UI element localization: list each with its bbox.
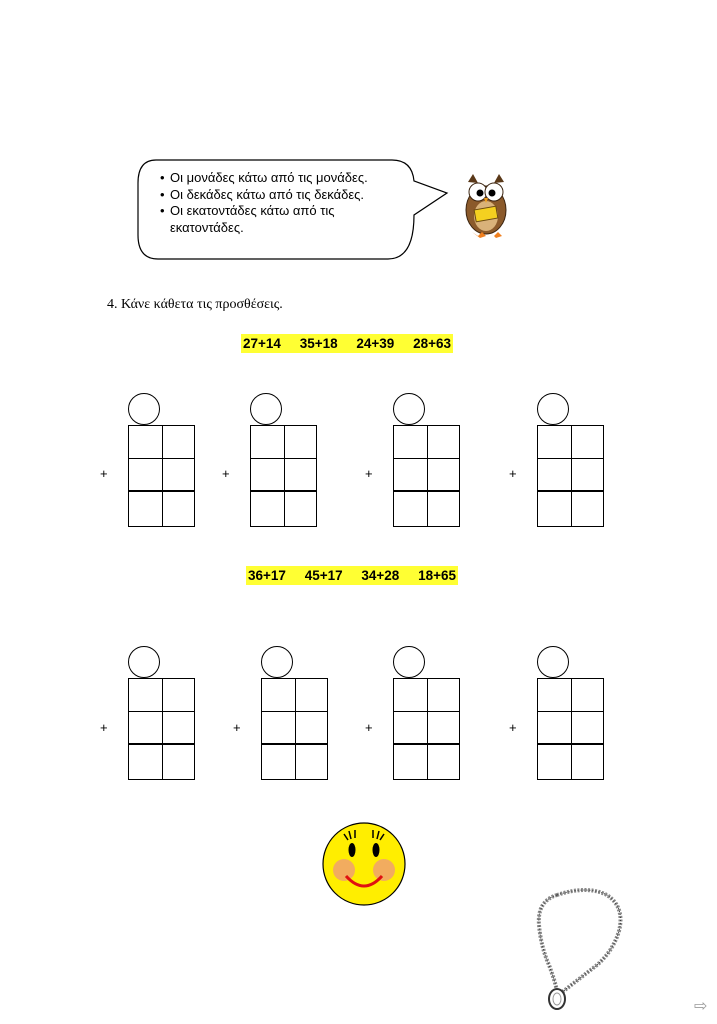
plus-sign: + — [100, 720, 108, 735]
sum-label: 24+39 — [356, 336, 395, 351]
sums-row-1 — [241, 334, 453, 353]
owl-icon — [458, 170, 514, 240]
smiley-icon — [318, 812, 410, 908]
plus-sign: + — [222, 466, 230, 481]
plus-sign: + — [509, 466, 517, 481]
sum-label: 27+14 — [243, 336, 281, 351]
addition-grid — [250, 425, 317, 527]
carry-circle — [393, 646, 425, 678]
necklace-icon — [527, 885, 631, 1015]
plus-sign: + — [100, 466, 108, 481]
sum-label: 35+18 — [299, 336, 338, 351]
exercise-title: 4. Κάνε κάθετα τις προσθέσεις. — [107, 297, 283, 312]
plus-sign: + — [233, 720, 241, 735]
sums-row-2 — [246, 566, 458, 585]
sum-label: 34+28 — [361, 568, 400, 583]
sum-label: 18+65 — [418, 568, 456, 583]
carry-circle — [537, 646, 569, 678]
sum-label: 45+17 — [304, 568, 343, 583]
hint-item: • Οι δεκάδες κάτω από τις δεκάδες. — [160, 187, 430, 204]
next-arrow-icon[interactable]: ⇨ — [694, 998, 708, 1015]
hint-item: • Οι εκατοντάδες κάτω από τις — [160, 203, 430, 220]
addition-grid — [128, 425, 195, 527]
carry-circle — [261, 646, 293, 678]
addition-grid — [537, 425, 604, 527]
plus-sign: + — [509, 720, 517, 735]
addition-grid — [128, 678, 195, 780]
addition-grid — [393, 425, 460, 527]
sum-label: 28+63 — [413, 336, 451, 351]
carry-circle — [250, 393, 282, 425]
carry-circle — [393, 393, 425, 425]
carry-circle — [128, 646, 160, 678]
plus-sign: + — [365, 720, 373, 735]
addition-grid — [261, 678, 328, 780]
hint-item-continuation: εκατοντάδες. — [170, 219, 244, 235]
addition-grid — [393, 678, 460, 780]
hint-text — [160, 170, 430, 236]
sum-label: 36+17 — [248, 568, 286, 583]
plus-sign: + — [365, 466, 373, 481]
carry-circle — [128, 393, 160, 425]
addition-grid — [537, 678, 604, 780]
carry-circle — [537, 393, 569, 425]
hint-item: • Οι μονάδες κάτω από τις μονάδες. — [160, 170, 430, 187]
